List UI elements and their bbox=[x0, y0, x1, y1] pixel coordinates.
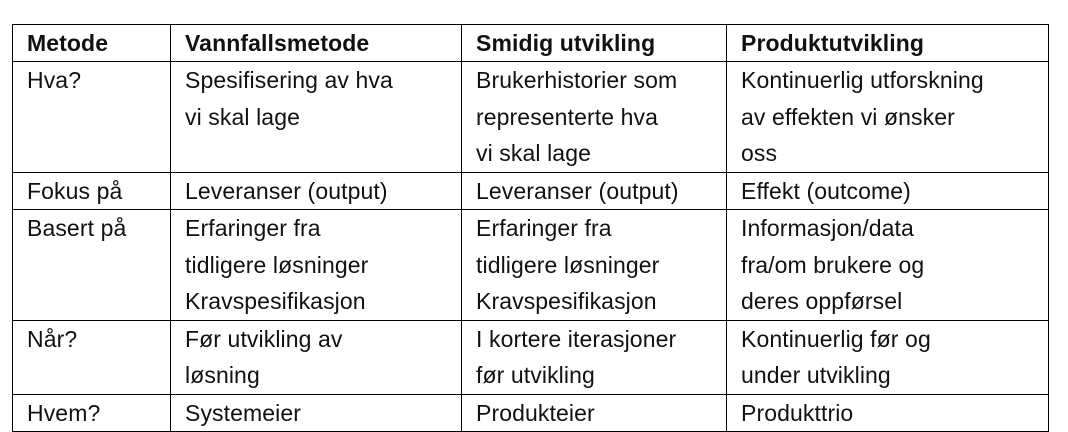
cell-hva-produkt bbox=[727, 62, 1049, 173]
cell-hva-smidig bbox=[462, 62, 727, 173]
cell-line: Kontinuerlig utforskning bbox=[741, 67, 984, 93]
cell-line: fra/om brukere og bbox=[741, 251, 925, 278]
cell-line: vi skal lage bbox=[476, 140, 591, 166]
table-row-fokus bbox=[13, 172, 1049, 210]
cell-line: tidligere løsninger bbox=[476, 251, 660, 278]
cell-hvem-produkt bbox=[727, 394, 1049, 432]
cell-line: tidligere løsninger bbox=[185, 251, 369, 278]
cell-line: Kontinuerlig før og bbox=[741, 325, 931, 352]
cell-line: Produkttrio bbox=[741, 399, 854, 426]
row-label-hvem: Hvem? bbox=[13, 394, 171, 432]
table-row-hvem bbox=[13, 394, 1049, 432]
cell-line: Effekt (outcome) bbox=[741, 177, 911, 204]
cell-line: vi skal lage bbox=[185, 103, 300, 130]
row-label-fokus: Fokus på bbox=[13, 172, 171, 210]
cell-fokus-smidig bbox=[462, 172, 727, 210]
cell-basert-smidig bbox=[462, 210, 727, 321]
cell-hvem-vannfall bbox=[171, 394, 462, 432]
header-cell-produktutvikling: Produktutvikling bbox=[727, 25, 1049, 62]
cell-line: oss bbox=[741, 140, 778, 166]
table-row-hva bbox=[13, 62, 1049, 173]
cell-line: Leveranser (output) bbox=[185, 177, 388, 204]
cell-line: Erfaringer fra bbox=[185, 215, 321, 241]
cell-line: under utvikling bbox=[741, 362, 891, 388]
cell-line: Kravspesifikasjon bbox=[185, 288, 366, 314]
cell-line: Erfaringer fra bbox=[476, 215, 612, 241]
cell-line: Kravspesifikasjon bbox=[476, 288, 657, 314]
cell-line: deres oppførsel bbox=[741, 288, 903, 314]
header-cell-vannfallsmetode: Vannfallsmetode bbox=[171, 25, 462, 62]
cell-line: representerte hva bbox=[476, 103, 658, 130]
cell-basert-vannfall bbox=[171, 210, 462, 321]
cell-line: I kortere iterasjoner bbox=[476, 325, 677, 352]
cell-line: Brukerhistorier som bbox=[476, 67, 678, 93]
row-label-basert: Basert på bbox=[13, 210, 171, 321]
row-label-naar: Når? bbox=[13, 320, 171, 394]
cell-naar-vannfall bbox=[171, 320, 462, 394]
row-label-hva: Hva? bbox=[13, 62, 171, 173]
cell-naar-smidig bbox=[462, 320, 727, 394]
table-header-row bbox=[13, 25, 1049, 62]
cell-hva-vannfall bbox=[171, 62, 462, 173]
header-cell-smidig-utvikling: Smidig utvikling bbox=[462, 25, 727, 62]
cell-line: Spesifisering av hva bbox=[185, 67, 393, 93]
cell-line: Før utvikling av bbox=[185, 325, 343, 352]
cell-basert-produkt bbox=[727, 210, 1049, 321]
cell-fokus-produkt bbox=[727, 172, 1049, 210]
cell-line: Systemeier bbox=[185, 399, 302, 426]
cell-hvem-smidig bbox=[462, 394, 727, 432]
table-row-naar bbox=[13, 320, 1049, 394]
cell-line: løsning bbox=[185, 362, 260, 388]
cell-fokus-vannfall bbox=[171, 172, 462, 210]
cell-line: før utvikling bbox=[476, 362, 595, 388]
cell-line: av effekten vi ønsker bbox=[741, 103, 955, 130]
method-comparison-table bbox=[12, 24, 1049, 432]
cell-line: Produkteier bbox=[476, 399, 595, 426]
cell-line: Informasjon/data bbox=[741, 215, 914, 241]
table-row-basert bbox=[13, 210, 1049, 321]
cell-naar-produkt bbox=[727, 320, 1049, 394]
header-cell-metode: Metode bbox=[13, 25, 171, 62]
cell-line: Leveranser (output) bbox=[476, 177, 679, 204]
